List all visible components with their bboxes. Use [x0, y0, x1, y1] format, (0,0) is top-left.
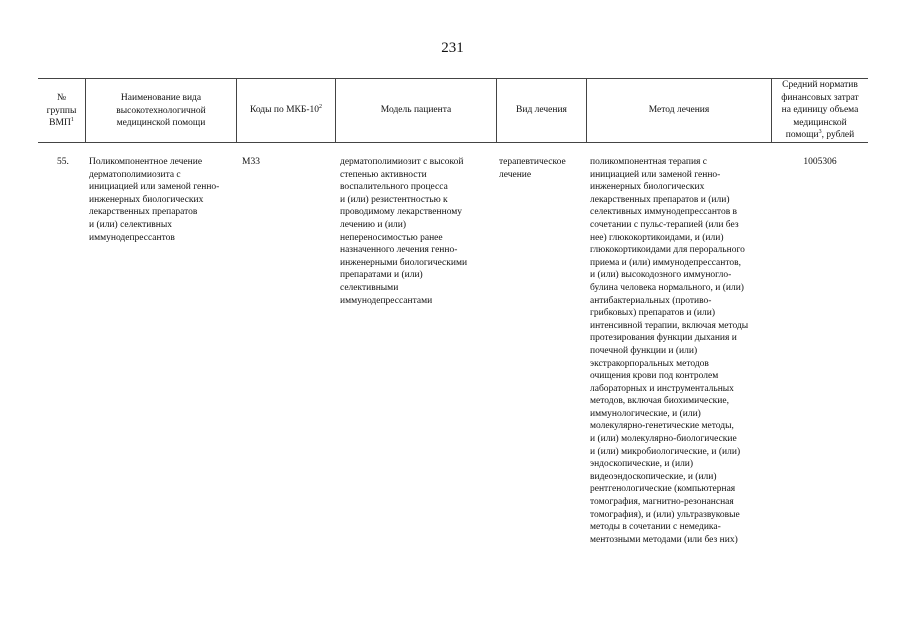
row-group-number: 55. [57, 157, 69, 167]
header-average-cost: Средний норматив финансовых затрат на единицу объема медицинской помощи$^3$, рублей [781, 80, 859, 141]
table-header-rule [38, 142, 868, 143]
row-treatment-method: поликомпонентная терапия с инициацией или заменой генно- инженерных биологических лекарственных препаратов и (или) селективных иммунодепрессантов в сочетании с пульс-терапией (или без нее) глюкокортикоидами, и (или) глюкокортикоидами для перорального приема и (или) иммунодепрессантов, и (или) высокодозного иммуногло- булина человека нормального, и (или) антибактериальных (противо- грибковых) препаратов и (или) интенсивной терапии, включая методы протезирования функции дыхания и почечной функции и (или) экстракорпоральных методов очищения крови под контролем лабораторных и инструментальных методов, включая биохимические, иммунологические, и (или) молекулярно-генетические методы, и (или) молекулярно-биологические и (или) микробиологические, и (или) эндоскопические, и (или) видеоэндоскопические, и (или) рентгенологические (компьютерная томография, магнитно-резонансная томография), и (или) ультразвуковые методы в сочетании с немедика- ментозными методами (или без них) [590, 157, 749, 545]
row-patient-model: дерматополимиозит с высокой степенью активности воспалительного процесса и (или) резистентностью к проводимому лекарственному лечению и (или) непереносимостью ранее назначенного лечения генно- инженерными биологическими препаратами и (или) селективными иммунодепрессантами [340, 157, 468, 306]
header-treatment-type: Вид лечения [516, 105, 567, 115]
header-icd-codes: Коды по МКБ-$10^2$ [249, 104, 323, 115]
table-top-rule [38, 78, 868, 79]
header-patient-model: Модель пациента [380, 105, 452, 115]
row-average-cost: 1005306 [803, 157, 837, 167]
row-care-type-name: Поликомпонентное лечение дерматополимиозита с инициацией или заменой генно- инженерных биологических лекарственных препаратов и (или) селективных иммунодепрессантов [89, 157, 220, 243]
header-treatment-method: Метод лечения [648, 105, 710, 115]
row-icd-code: М33 [242, 157, 260, 167]
row-treatment-type: терапевтическое лечение [499, 157, 566, 180]
header-group-number: № группы ВМП$^1$ [46, 93, 77, 129]
page-number: 231 [441, 40, 464, 56]
header-care-type-name: Наименование вида высокотехнологичной медицинской помощи [116, 93, 206, 129]
